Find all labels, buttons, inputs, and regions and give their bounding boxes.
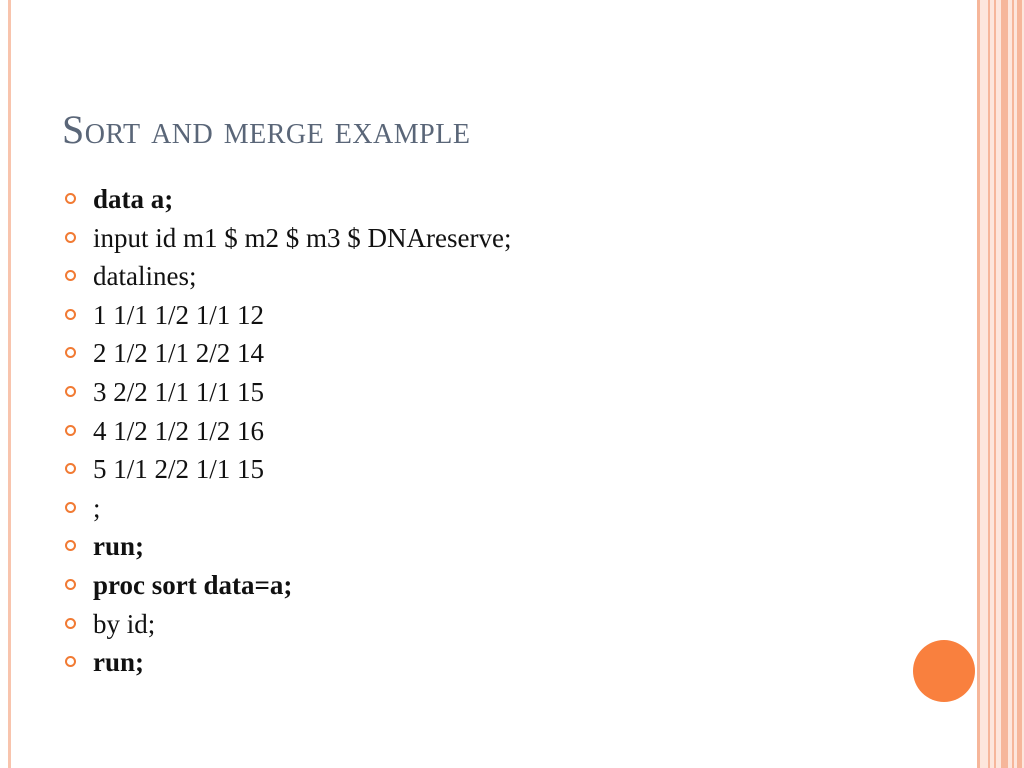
slide-title: Sort and merge example bbox=[62, 107, 471, 152]
stripe bbox=[977, 0, 980, 768]
bullet-text: by id; bbox=[93, 608, 156, 639]
stripe bbox=[1012, 0, 1014, 768]
bullet-item bbox=[62, 527, 511, 566]
bullet-circle-icon bbox=[65, 386, 76, 397]
bullet-circle-icon bbox=[65, 579, 76, 590]
bullet-item bbox=[62, 257, 511, 296]
bullet-circle-icon bbox=[65, 463, 76, 474]
bullet-text: 5 1/1 2/2 1/1 15 bbox=[93, 454, 265, 485]
bullet-circle-icon bbox=[65, 270, 76, 281]
bullet-circle-icon bbox=[65, 309, 76, 320]
stripe bbox=[994, 0, 996, 768]
right-decorative-stripes bbox=[977, 0, 1024, 768]
bullet-item bbox=[62, 296, 511, 335]
bullet-item bbox=[62, 373, 511, 412]
bullet-circle-icon bbox=[65, 425, 76, 436]
bullet-circle-icon bbox=[65, 232, 76, 243]
bullet-circle-icon bbox=[65, 193, 76, 204]
bullet-item bbox=[62, 643, 511, 682]
stripe bbox=[1001, 0, 1008, 768]
bullet-circle-icon bbox=[65, 502, 76, 513]
stripe bbox=[1017, 0, 1022, 768]
bullet-item bbox=[62, 450, 511, 489]
bullet-item bbox=[62, 412, 511, 451]
bullet-text: 3 2/2 1/1 1/1 15 bbox=[93, 376, 265, 407]
bullet-text: 2 1/2 1/1 2/2 14 bbox=[93, 338, 265, 369]
bullet-text: datalines; bbox=[93, 261, 197, 292]
bullet-item bbox=[62, 180, 511, 219]
bullet-item bbox=[62, 489, 511, 528]
bullet-text: 4 1/2 1/2 1/2 16 bbox=[93, 415, 265, 446]
bullet-text: run; bbox=[93, 531, 145, 562]
bullet-item bbox=[62, 566, 511, 605]
bullet-text: 1 1/1 1/2 1/1 12 bbox=[93, 299, 265, 330]
bullet-text: input id m1 $ m2 $ m3 $ DNAreserve; bbox=[93, 222, 512, 253]
bullet-text: proc sort data=a; bbox=[93, 569, 293, 600]
bullet-text: run; bbox=[93, 647, 145, 678]
stripe bbox=[988, 0, 990, 768]
bullet-circle-icon bbox=[65, 618, 76, 629]
bullet-circle-icon bbox=[65, 656, 76, 667]
left-border-line bbox=[8, 0, 11, 768]
decorative-orange-circle bbox=[913, 640, 975, 702]
bullet-item bbox=[62, 605, 511, 644]
bullet-list bbox=[62, 180, 511, 682]
bullet-circle-icon bbox=[65, 347, 76, 358]
bullet-item bbox=[62, 334, 511, 373]
bullet-text: ; bbox=[93, 492, 101, 523]
bullet-circle-icon bbox=[65, 540, 76, 551]
bullet-item bbox=[62, 219, 511, 258]
bullet-text: data a; bbox=[93, 184, 174, 214]
